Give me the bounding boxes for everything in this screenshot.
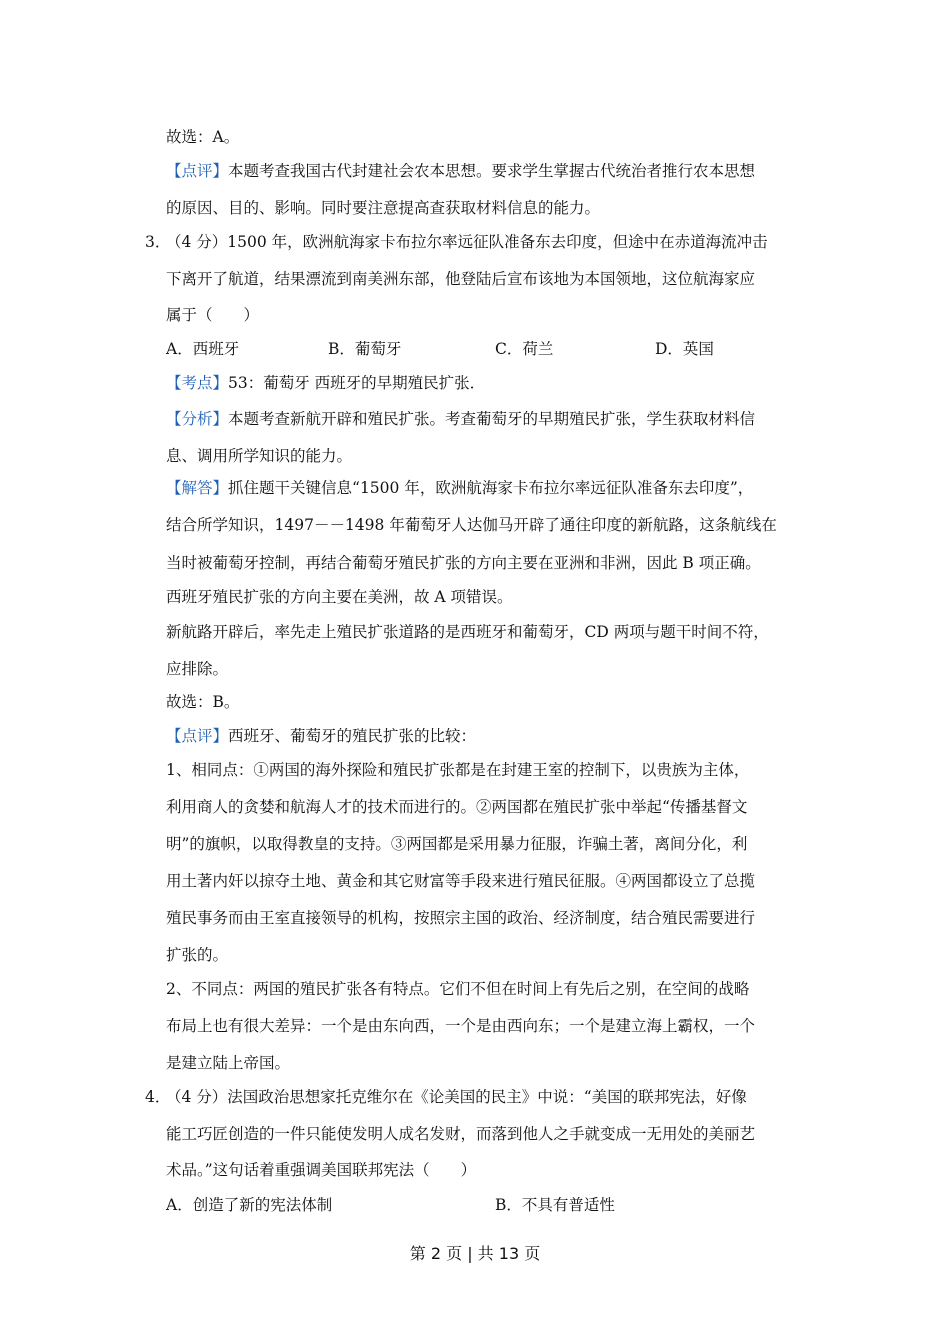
q3-review-line-7: 扩张的。 [166,946,229,964]
q4-stem-line-3: 术品。”这句话着重强调美国联邦宪法（ ） [166,1161,477,1179]
q4-number: 4． [145,1088,171,1106]
q2-review-line-2: 的原因、目的、影响。同时要注意提高查获取材料信息的能力。 [166,199,601,217]
q4-stem-line-2: 能工巧匠创造的一件只能使发明人成名发财，而落到他人之手就变成一无用处的美丽艺 [166,1125,756,1143]
q4-option-b: B．不具有普适性 [495,1196,615,1214]
q3-jieda-line-1: 【解答】抓住题干关键信息“1500 年，欧洲航海家卡布拉尔率远征队准备东去印度”， [166,479,754,497]
q3-option-b: B．葡萄牙 [328,340,402,358]
q3-review-line-6: 殖民事务而由王室直接领导的机构，按照宗主国的政治、经济制度，结合殖民需要进行 [166,909,756,927]
fenxi-tag: 【分析】 [166,410,229,428]
q3-fenxi-line-2: 息、调用所学知识的能力。 [166,447,353,465]
q3-stem-line-3: 属于（ ） [166,306,260,324]
review-tag: 【点评】 [166,162,229,180]
q4-stem-line-1: （4 分）法国政治思想家托克维尔在《论美国的民主》中说：“美国的联邦宪法，好像 [166,1088,747,1106]
q3-stem-line-2: 下离开了航道，结果漂流到南美洲东部，他登陆后宣布该地为本国领地，这位航海家应 [166,270,756,288]
q3-option-a: A．西班牙 [166,340,240,358]
q4-option-a: A．创造了新的宪法体制 [166,1196,333,1214]
q3-option-d: D．英国 [655,340,714,358]
q3-review-line-2: 1、相同点：①两国的海外探险和殖民扩张都是在封建王室的控制下，以贵族为主体， [166,761,750,779]
q3-review-line-1: 【点评】西班牙、葡萄牙的殖民扩张的比较： [166,727,477,745]
q3-review-line-4: 明”的旗帜，以取得教皇的支持。③两国都是采用暴力征服，诈骗土著，离间分化，利 [166,835,748,853]
q2-review-line-1: 【点评】本题考查我国古代封建社会农本思想。要求学生掌握古代统治者推行农本思想 [166,162,756,180]
review-tag: 【点评】 [166,727,229,745]
jieda-tag: 【解答】 [166,479,229,497]
q3-jieda-line-3: 当时被葡萄牙控制，再结合葡萄牙殖民扩张的方向主要在亚洲和非洲，因此 B 项正确。 [166,554,761,572]
page-footer: 第 2 页 | 共 13 页 [409,1244,541,1263]
q3-review-line-8: 2、不同点：两国的殖民扩张各有特点。它们不但在时间上有先后之别，在空间的战略 [166,980,750,998]
q3-jieda-line-5: 新航路开辟后，率先走上殖民扩张道路的是西班牙和葡萄牙，CD 两项与题干时间不符， [166,623,769,641]
q3-option-c: C．荷兰 [495,340,554,358]
q3-jieda-line-6: 应排除。 [166,660,229,678]
q3-fenxi-line-1: 【分析】本题考查新航开辟和殖民扩张。考查葡萄牙的早期殖民扩张，学生获取材料信 [166,410,756,428]
q3-review-line-10: 是建立陆上帝国。 [166,1054,291,1072]
q3-review-line-9: 布局上也有很大差异：一个是由东向西，一个是由西向东；一个是建立海上霸权，一个 [166,1017,756,1035]
kaodian-tag: 【考点】 [166,374,229,392]
q3-review-line-3: 利用商人的贪婪和航海人才的技术而进行的。②两国都在殖民扩张中举起“传播基督文 [166,798,748,816]
q3-jieda-line-4: 西班牙殖民扩张的方向主要在美洲，故 A 项错误。 [166,588,513,606]
q3-answer: 故选：B。 [166,693,240,711]
q3-kaodian: 【考点】53：葡萄牙 西班牙的早期殖民扩张． [166,374,486,392]
q3-number: 3． [145,233,171,251]
q3-jieda-line-2: 结合所学知识，1497－－1498 年葡萄牙人达伽马开辟了通往印度的新航路，这条航线在 [166,516,777,534]
q3-stem-line-1: （4 分）1500 年，欧洲航海家卡布拉尔率远征队准备东去印度，但途中在赤道海流冲击 [166,233,768,251]
q2-answer: 故选：A。 [166,128,240,146]
q3-review-line-5: 用土著内奸以掠夺土地、黄金和其它财富等手段来进行殖民征服。④两国都设立了总揽 [166,872,756,890]
